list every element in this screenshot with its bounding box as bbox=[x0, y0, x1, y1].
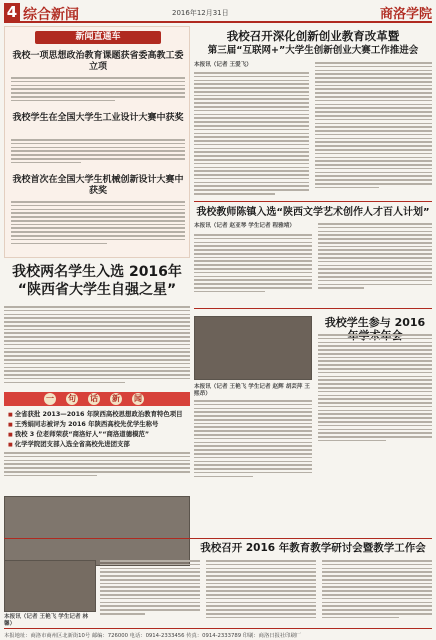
story-body bbox=[315, 62, 432, 191]
page-header bbox=[4, 3, 432, 23]
news-bullet: ■ 王秀娟同志被评为 2016 年陕西高校先优学生称号 bbox=[8, 420, 190, 429]
news-bullet: ■ 化学学院团支部入选全省高校先进团支部 bbox=[8, 440, 190, 449]
story-body bbox=[100, 560, 200, 617]
news-item-body bbox=[11, 139, 185, 165]
banner-seal: 闻 bbox=[134, 394, 142, 403]
news-box-tag: 新闻直通车 bbox=[35, 31, 161, 44]
story-headline-line1: 我校召开深化创新创业教育改革暨 bbox=[226, 29, 400, 43]
banner-seal: 新 bbox=[112, 394, 120, 403]
banner-seal: 话 bbox=[90, 394, 98, 403]
story-headline-line2: “陕西省大学生自强之星” bbox=[17, 282, 177, 298]
news-item-body bbox=[11, 77, 185, 103]
story-headline-line2: 第三届“互联网+”大学生创新创业大赛工作推进会 bbox=[207, 45, 419, 56]
one-line-news-banner bbox=[4, 392, 190, 406]
story-byline: 本报讯（记者 王艳飞 学生记者 赵辉 胡芸萍 王熙昂） bbox=[194, 384, 311, 397]
banner-seal: 句 bbox=[68, 394, 76, 403]
story-headline: 我校学生参与 2016 bbox=[324, 316, 426, 329]
section-rule bbox=[4, 538, 432, 539]
news-bullet: ■ 我校 3 位老师荣获“商洛好人”“商洛道德模范” bbox=[8, 430, 190, 439]
section-rule bbox=[194, 201, 432, 202]
event-photo bbox=[4, 560, 96, 612]
story-body bbox=[318, 334, 432, 444]
story-body bbox=[4, 306, 190, 385]
one-line-news-list bbox=[8, 410, 190, 450]
story-headline-line1: 我校两名学生入选 2016年 bbox=[12, 264, 182, 280]
story-byline: 本报讯（记者 赵亚琴 学生记者 程雅靖） bbox=[194, 223, 295, 229]
story-body bbox=[194, 234, 312, 295]
event-photo bbox=[4, 496, 190, 566]
masthead-logo bbox=[380, 3, 432, 22]
story-byline: 本报讯（记者 王艳飞 学生记者 林 馨） bbox=[4, 614, 89, 627]
story-body bbox=[318, 223, 432, 291]
event-photo bbox=[194, 316, 312, 380]
bullets-body bbox=[4, 452, 190, 478]
news-item-body bbox=[11, 201, 185, 246]
story-body bbox=[194, 72, 309, 197]
story-body bbox=[194, 400, 312, 479]
banner-seal: 一 bbox=[46, 394, 54, 403]
page-number: 4 bbox=[4, 3, 20, 21]
news-item-title: 我校学生在全国大学生工业设计大赛中获奖 bbox=[12, 113, 184, 123]
news-item-title: 我校一项思想政治教育课题获省委高教工委立项 bbox=[12, 51, 184, 72]
section-title: 综合新闻 bbox=[23, 7, 79, 23]
news-box bbox=[4, 26, 190, 258]
story-body bbox=[322, 560, 432, 621]
page-footer: 本报地址：商洛市商州区北新街10号 邮编：726000 电话：0914-2333456 传真：0914-2333789 印刷：商洛日报社印刷厂 bbox=[4, 628, 432, 639]
section-rule bbox=[194, 308, 432, 309]
logo-text: 商洛学院 bbox=[379, 7, 432, 22]
story-headline: 我校教师陈镇入选“陕西文学艺术创作人才百人计划” bbox=[196, 207, 430, 218]
story-byline: 本报讯（记者 王爱飞） bbox=[194, 62, 252, 68]
story-headline: 我校召开 2016 年教育教学研讨会暨教学工作会 bbox=[200, 542, 426, 554]
issue-date: 2016年12月31日 bbox=[172, 9, 229, 17]
news-item-title: 我校首次在全国大学生机械创新设计大赛中获奖 bbox=[12, 175, 184, 196]
news-bullet: ■ 全省获批 2013—2016 年陕西高校思想政治教育特色项目 bbox=[8, 410, 190, 419]
left-column bbox=[4, 26, 190, 566]
story-body bbox=[206, 560, 316, 621]
